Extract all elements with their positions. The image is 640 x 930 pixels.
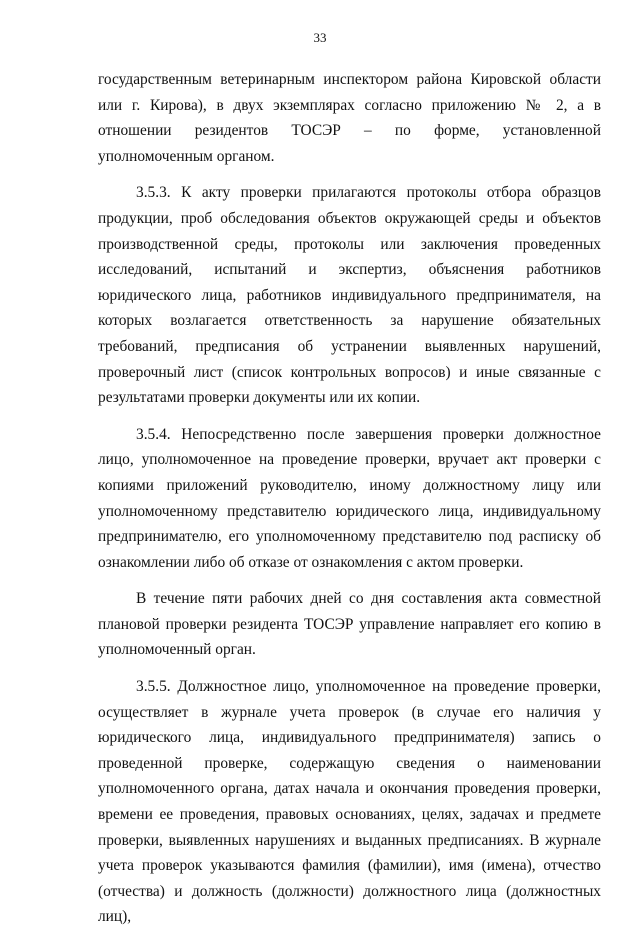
paragraph-spacer bbox=[98, 575, 601, 586]
paragraph-spacer bbox=[98, 663, 601, 674]
paragraph-3-5-4: 3.5.4. Непосредственно после завершения проверки должностное лицо, уполномоченное на проведение проверки, вручает акт проверки с копиями приложений руководителю, иному должностному лицу или уполномоченному представителю юридического лица, индивидуальному предпринимателю, его уполномоченному представителю под расписку об ознакомлении либо об отказе от ознакомления с актом проверки. bbox=[98, 425, 601, 571]
paragraph-spacer bbox=[98, 411, 601, 422]
paragraph-3-5-5: 3.5.5. Должностное лицо, уполномоченное на проведение проверки, осуществляет в журнале учета проверок (в случае его наличия у юридического лица, индивидуального предпринимателя) запись о проведенной проверке, содержащую сведения о наименовании уполномоченного органа, датах начала и окончания проведения проверки, времени ее проведения, правовых основаниях, целях, задачах и предмете проверки, выявленных нарушениях и выданных предписаниях. В журнале учета проверок указываются фамилия (фамилии), имя (имена), отчество (отчества) и должность (должности) должностного лица (должностных лиц), bbox=[98, 678, 601, 926]
page-number: 33 bbox=[313, 30, 327, 45]
paragraph-3-5-3: 3.5.3. К акту проверки прилагаются протоколы отбора образцов продукции, проб обследования объектов окружающей среды и объектов производственной среды, протоколы или заключения проведенных исследований, испытаний и экспертиз, объяснения работников юридического лица, работников индивидуального предпринимателя, на которых возлагается ответственность за нарушение обязательных требований, предписания об устранении выявленных нарушений, проверочный лист (список контрольных вопросов) и иные связанные с результатами проверки документы или их копии. bbox=[98, 184, 601, 407]
paragraph-continuation: государственным ветеринарным инспектором района Кировской области или г. Кирова), в двух экземплярах согласно приложению № 2, а в отношении резидентов ТОСЭР – по форме, установленной уполномоченным органом. bbox=[98, 71, 601, 165]
paragraph-five-working-days: В течение пяти рабочих дней со дня составления акта совместной плановой проверки резидента ТОСЭР управление направляет его копию в уполномоченный орган. bbox=[98, 590, 601, 659]
paragraph-spacer bbox=[98, 169, 601, 180]
document-body bbox=[98, 67, 601, 930]
